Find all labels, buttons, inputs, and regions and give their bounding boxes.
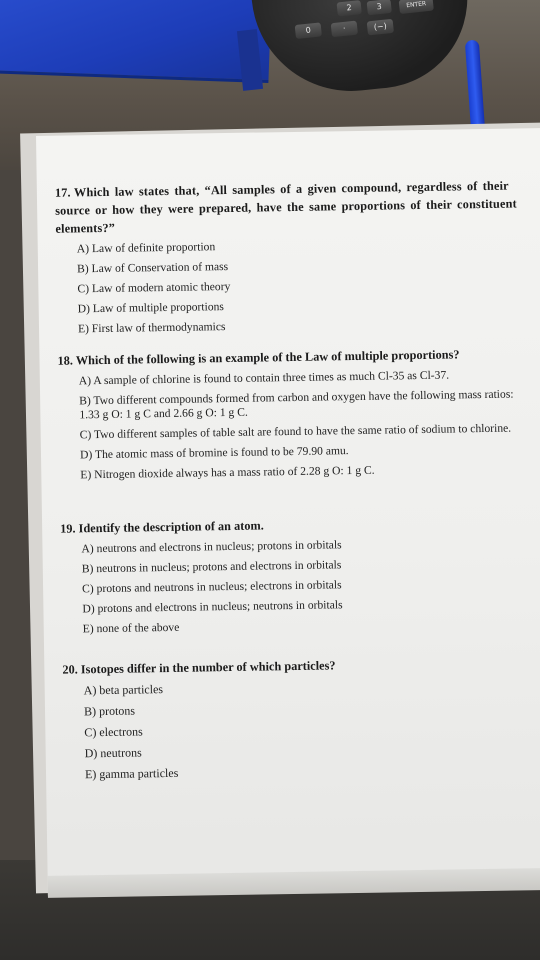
option-a: A) neutrons and electrons in nucleus; protons in orbitals (81, 538, 342, 556)
option-b: B) neutrons in nucleus; protons and electrons in orbitals (81, 558, 342, 576)
question-text: Identify the description of an atom. (78, 518, 264, 536)
question-19 (60, 512, 524, 642)
option-a: A) beta particles (83, 682, 164, 698)
question-number: 17. (54, 185, 71, 200)
calc-key-2: 2 (337, 0, 362, 16)
question-20 (62, 653, 526, 788)
question-number: 19. (60, 521, 76, 536)
blue-binder (0, 0, 271, 83)
question-text: Which law states that, “All samples of a given compound, regardless of their source or how they were prepared, have the same proportions of their constituent elements?” (55, 178, 517, 236)
question-number: 18. (57, 353, 74, 368)
option-d: D) Law of multiple proportions (77, 300, 224, 316)
option-b: B) Two different compounds formed from carbon and oxygen have the following mass ratios: 1.33 g O: 1 g C and 2.66 g O: 1 g C. (79, 387, 514, 422)
question-number: 20. (62, 662, 78, 677)
option-a: A) A sample of chlorine is found to contain three times as much Cl-35 as Cl-37. (78, 368, 450, 388)
answer-options (81, 535, 523, 636)
question-17 (55, 176, 519, 342)
option-c: C) electrons (84, 724, 143, 740)
option-d: D) protons and electrons in nucleus; neutrons in orbitals (82, 598, 343, 616)
calc-key-3: 3 (367, 0, 392, 15)
option-e: E) First law of thermodynamics (77, 320, 226, 336)
question-19-prompt (60, 512, 522, 537)
question-18 (57, 344, 521, 488)
option-c: C) protons and neutrons in nucleus; electrons in orbitals (82, 578, 342, 596)
question-text: Isotopes differ in the number of which particles? (80, 658, 336, 677)
calc-key-0: 0 (295, 22, 322, 39)
answer-options (79, 367, 522, 482)
option-b: B) protons (83, 703, 136, 719)
question-text: Which of the following is an example of the Law of multiple proportions? (75, 347, 460, 368)
calc-key-dot: · (331, 21, 358, 38)
worksheet-paper (36, 128, 540, 896)
option-d: D) The atomic mass of bromine is found to be 79.90 amu. (79, 444, 349, 462)
option-e: E) none of the above (82, 620, 180, 636)
calc-key-negative: (−) (367, 19, 394, 36)
question-17-prompt (55, 176, 518, 237)
option-b: B) Law of Conservation of mass (76, 259, 229, 276)
question-18-prompt (57, 344, 519, 369)
option-e: E) gamma particles (84, 765, 179, 782)
option-c: C) Law of modern atomic theory (77, 279, 231, 296)
option-c: C) Two different samples of table salt are found to have the same ratio of sodium to chlorine. (79, 421, 512, 442)
option-d: D) neutrons (84, 745, 142, 761)
option-e: E) Nitrogen dioxide always has a mass ratio of 2.28 g O: 1 g C. (80, 463, 375, 482)
answer-options (77, 235, 519, 336)
option-a: A) Law of definite proportion (76, 240, 216, 256)
answer-options (84, 676, 526, 781)
question-20-prompt (62, 653, 524, 678)
calc-key-enter: ENTER (399, 0, 434, 14)
